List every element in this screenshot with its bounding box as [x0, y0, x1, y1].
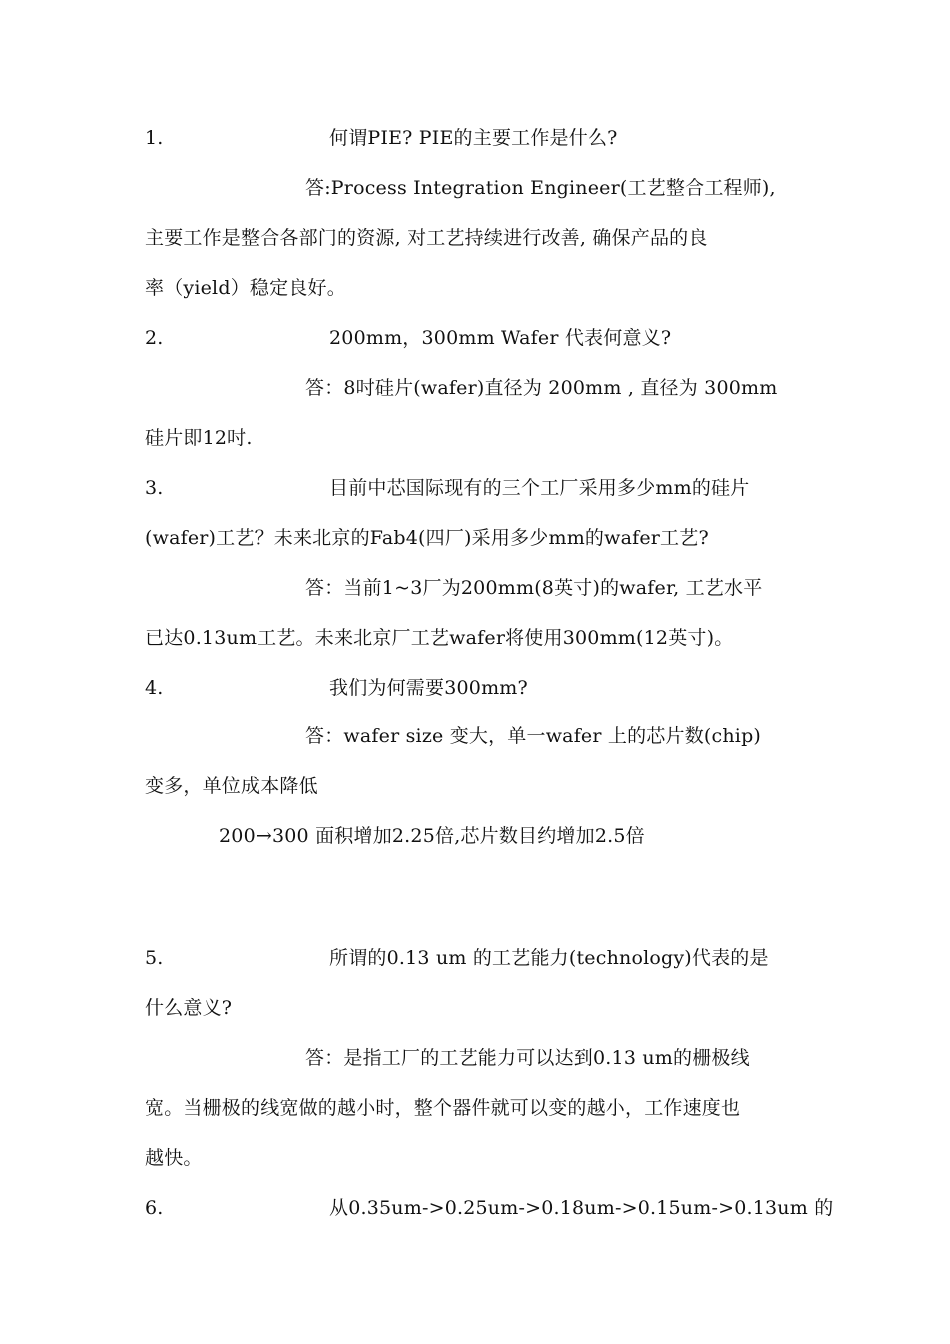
question-5-number: 5.: [145, 947, 164, 969]
answer-4-line-3: 200→300 面积增加2.25倍,芯片数目约增加2.5倍: [219, 825, 645, 847]
question-4-number: 4.: [145, 677, 164, 699]
answer-3-line-2: 已达0.13um工艺。未来北京厂工艺wafer将使用300mm(12英寸)。: [145, 627, 734, 649]
answer-1-line-3: 率（yield）稳定良好。: [145, 277, 346, 299]
answer-4-line-1: 答：wafer size 变大，单一wafer 上的芯片数(chip): [305, 725, 762, 747]
question-5-line-2: 什么意义?: [145, 997, 233, 1019]
question-4-text: 我们为何需要300mm?: [329, 677, 528, 699]
answer-1-line-2: 主要工作是整合各部门的资源, 对工艺持续进行改善, 确保产品的良: [145, 227, 708, 249]
answer-3-line-1: 答：当前1~3厂为200mm(8英寸)的wafer, 工艺水平: [305, 577, 763, 599]
question-3-line-2: (wafer)工艺？未来北京的Fab4(四厂)采用多少mm的wafer工艺?: [145, 527, 709, 549]
question-1-number: 1.: [145, 127, 164, 149]
question-2-text: 200mm，300mm Wafer 代表何意义?: [329, 327, 672, 349]
question-5-line-1: 所谓的0.13 um 的工艺能力(technology)代表的是: [329, 947, 769, 969]
question-3-line-1: 目前中芯国际现有的三个工厂采用多少mm的硅片: [329, 477, 750, 499]
answer-5-line-2: 宽。当栅极的线宽做的越小时，整个器件就可以变的越小，工作速度也: [145, 1097, 741, 1119]
question-6-number: 6.: [145, 1197, 164, 1219]
question-2-number: 2.: [145, 327, 164, 349]
answer-2-line-2: 硅片即12吋.: [145, 427, 253, 449]
answer-5-line-1: 答：是指工厂的工艺能力可以达到0.13 um的栅极线: [305, 1047, 750, 1069]
answer-2-line-1: 答：8吋硅片(wafer)直径为 200mm , 直径为 300mm: [305, 377, 778, 399]
question-3-number: 3.: [145, 477, 164, 499]
question-1-text: 何谓PIE? PIE的主要工作是什么?: [329, 127, 618, 149]
answer-5-line-3: 越快。: [145, 1147, 203, 1169]
answer-4-line-2: 变多，单位成本降低: [145, 775, 318, 797]
answer-1-line-1: 答:Process Integration Engineer(工艺整合工程师),: [305, 177, 776, 199]
question-6-line-1: 从0.35um->0.25um->0.18um->0.15um->0.13um 的: [329, 1197, 834, 1219]
